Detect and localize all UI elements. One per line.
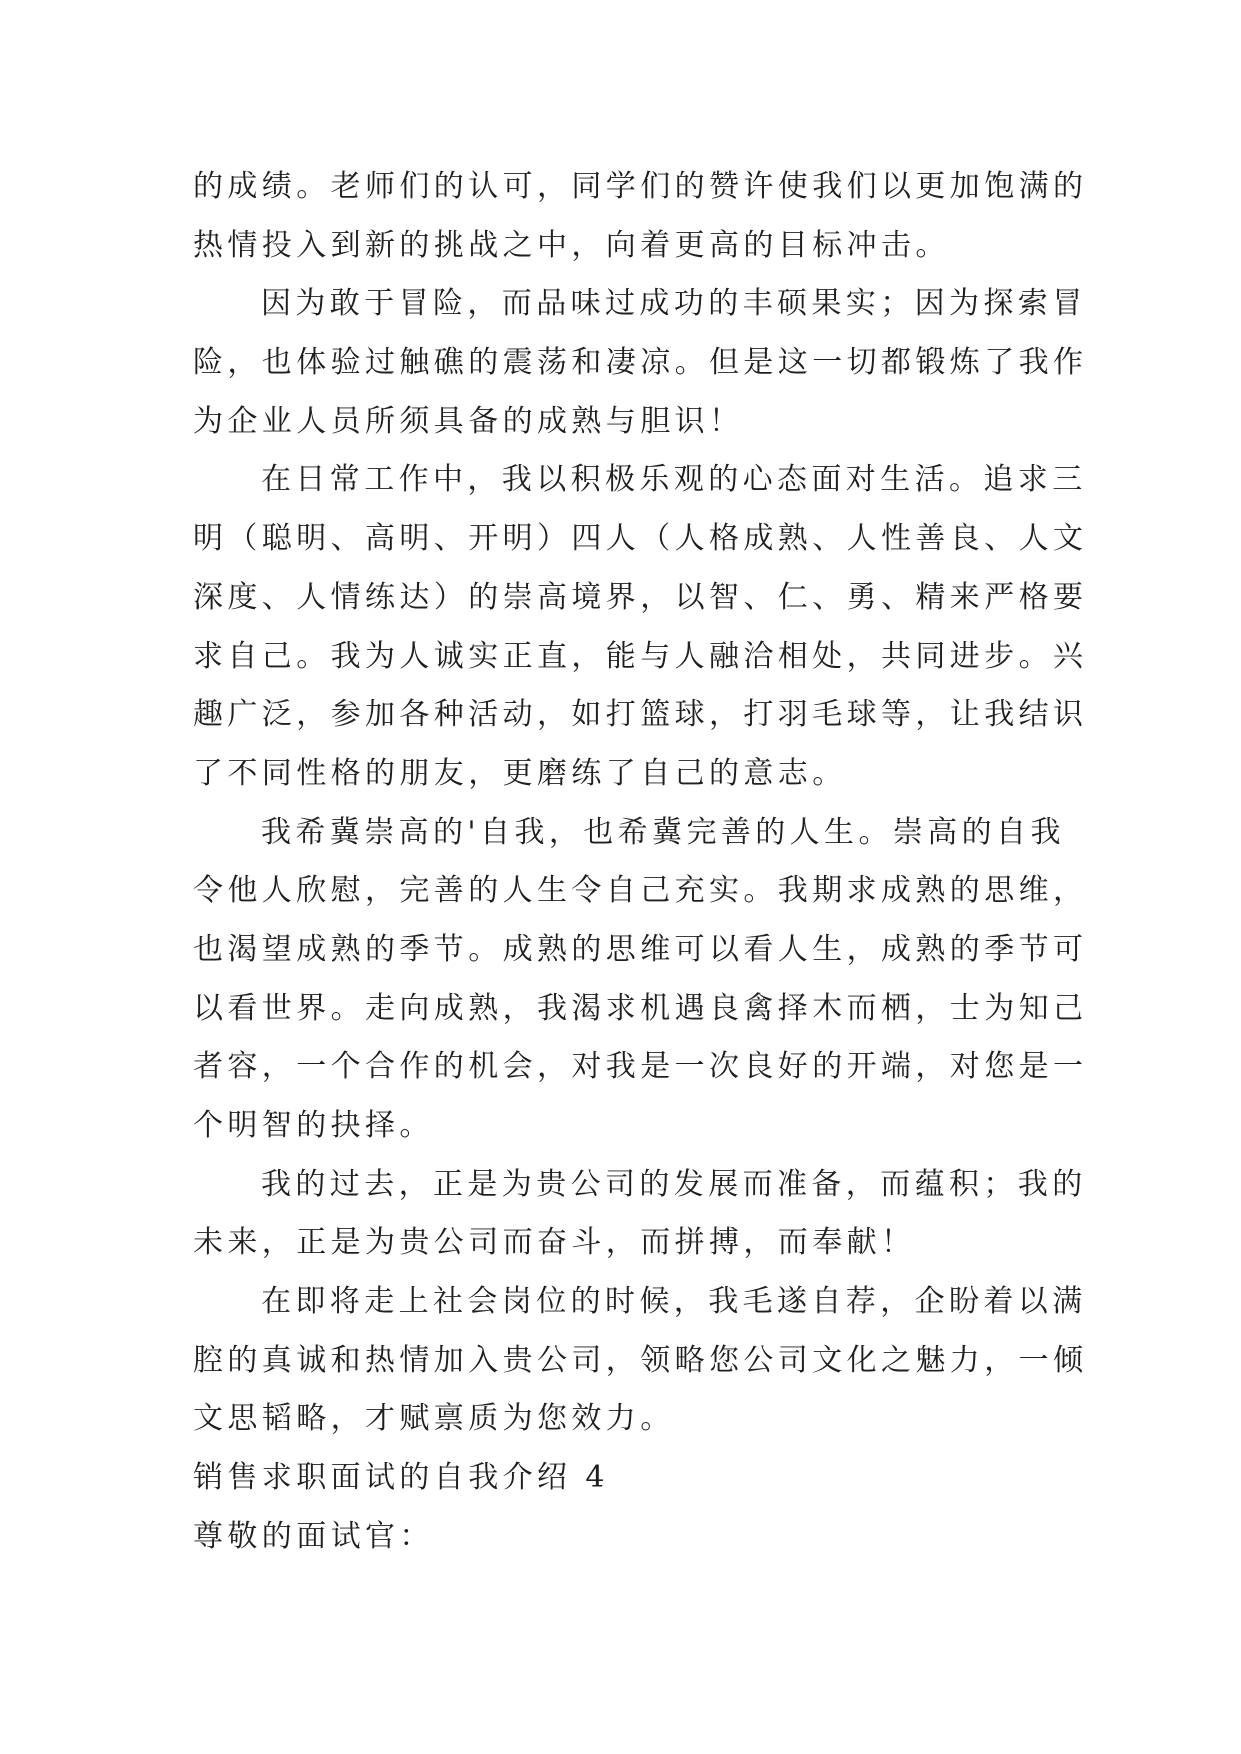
- text-line: 深度、人情练达）的崇高境界，以智、仁、勇、精来严格要: [193, 579, 1088, 615]
- text-line: 我希冀崇高的'自我，也希冀完善的人生。崇高的自我: [261, 814, 1065, 850]
- text-line: 个明智的抉择。: [193, 1108, 434, 1143]
- document-body: [193, 158, 1088, 1567]
- text-line: 腔的真诚和热情加入贵公司，领略您公司文化之魅力，一倾: [193, 1342, 1088, 1378]
- salutation: 尊敬的面试官：: [193, 1518, 434, 1554]
- text-line: 未来，正是为贵公司而奋斗，而拼搏，而奉献！: [193, 1225, 916, 1261]
- text-line: 趣广泛，参加各种活动，如打篮球，打羽毛球等，让我结识: [193, 697, 1088, 733]
- text-line: 者容，一个合作的机会，对我是一次良好的开端，对您是一: [193, 1049, 1088, 1085]
- text-line: 求自己。我为人诚实正直，能与人融洽相处，共同进步。兴: [193, 638, 1088, 674]
- text-line: 明（聪明、高明、开明）四人（人格成熟、人性善良、人文: [193, 521, 1088, 557]
- text-line: 的成绩。老师们的认可，同学们的赞许使我们以更加饱满的: [193, 169, 1088, 204]
- text-line: 在日常工作中，我以积极乐观的心态面对生活。追求三: [261, 462, 1087, 498]
- text-line: 为企业人员所须具备的成熟与胆识！: [193, 403, 744, 439]
- text-line: 以看世界。走向成熟，我渴求机遇良禽择木而栖，士为知己: [193, 990, 1088, 1026]
- text-line: 因为敢于冒险，而品味过成功的丰硕果实；因为探索冒: [261, 286, 1087, 322]
- text-line: 险，也体验过触礁的震荡和凄凉。但是这一切都锻炼了我作: [193, 345, 1088, 381]
- text-line: 在即将走上社会岗位的时候，我毛遂自荐，企盼着以满: [261, 1284, 1087, 1320]
- text-line: 我的过去，正是为贵公司的发展而准备，而蕴积；我的: [261, 1166, 1087, 1202]
- section-heading: 销售求职面试的自我介绍 4: [193, 1460, 609, 1496]
- text-line: 热情投入到新的挑战之中，向着更高的目标冲击。: [193, 227, 950, 263]
- text-line: 了不同性格的朋友，更磨练了自己的意志。: [193, 755, 847, 791]
- text-line: 也渴望成熟的季节。成熟的思维可以看人生，成熟的季节可: [193, 931, 1088, 967]
- text-line: 令他人欣慰，完善的人生令自己充实。我期求成熟的思维，: [193, 873, 1088, 909]
- text-line: 文思韬略，才赋禀质为您效力。: [193, 1401, 675, 1437]
